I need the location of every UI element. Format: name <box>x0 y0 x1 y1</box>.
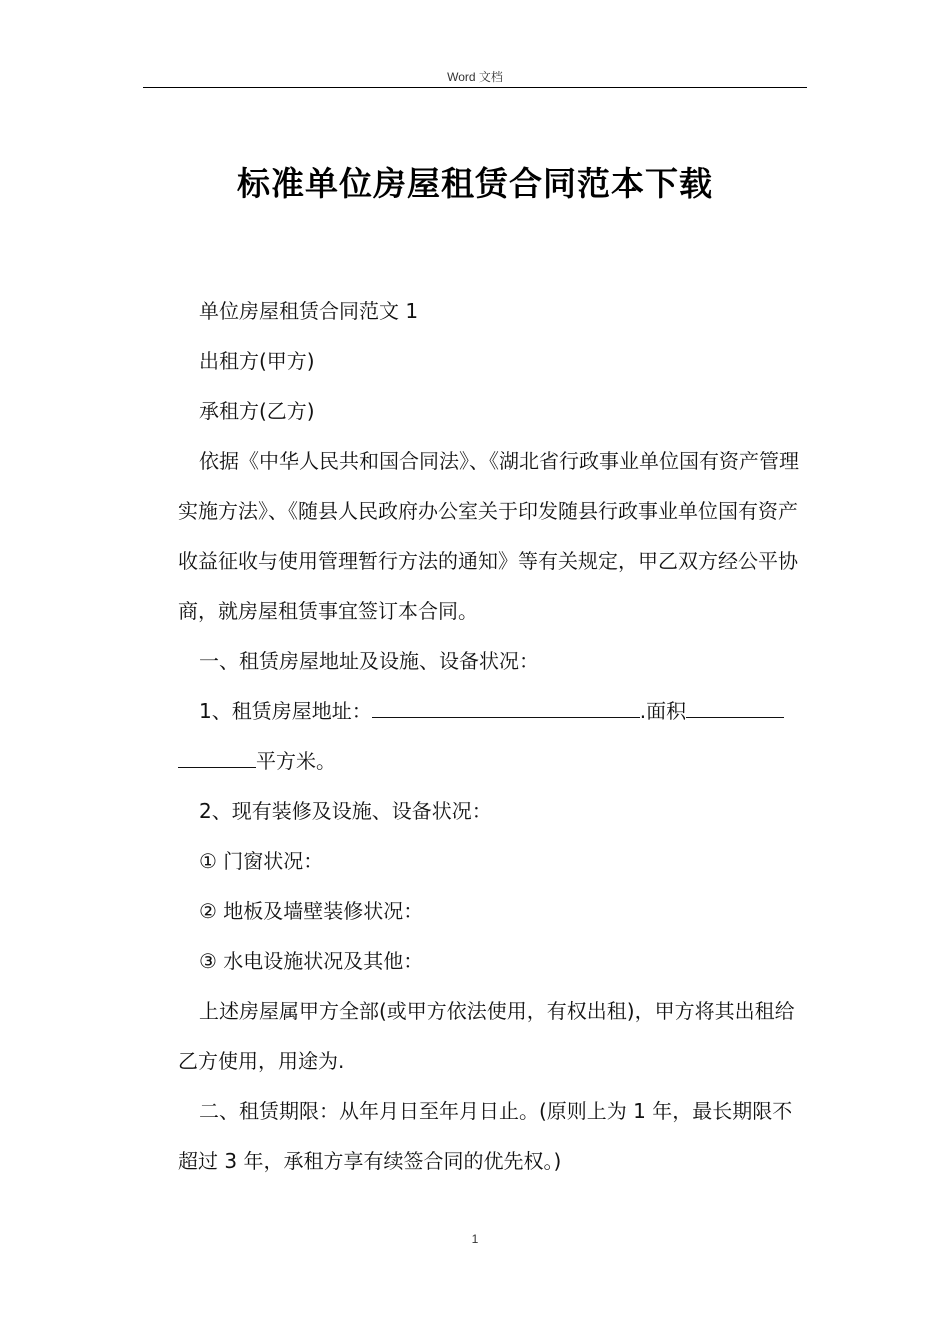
document-title: 标准单位房屋租赁合同范本下载 <box>237 164 713 203</box>
paragraph-ownership: 上述房屋属甲方全部(或甲方依法使用，有权出租)，甲方将其出租给乙方使用，用途为. <box>178 999 795 1073</box>
paragraph-doors-windows: ① 门窗状况： <box>199 849 324 873</box>
paragraph-section-1-heading: 一、租赁房屋地址及设施、设备状况： <box>199 649 539 673</box>
paragraph-legal-basis: 依据《中华人民共和国合同法》、《湖北省行政事业单位国有资产管理实施方法》、《随县人民政府办公室关于印发随县行政事业单位国有资产收益征收与使用管理暂行方法的通知》等有关规定，甲乙双方经公平协商，就房屋租赁事宜签订本合同。 <box>178 449 799 623</box>
area-blank-1 <box>686 697 784 718</box>
paragraph-current-fittings: 2、现有装修及设施、设备状况： <box>199 799 492 823</box>
page-number: 1 <box>471 1232 479 1246</box>
address-label: 1、租赁房屋地址： <box>199 699 372 723</box>
address-blank <box>372 697 640 718</box>
area-blank-2 <box>178 747 256 768</box>
paragraph-utilities: ③ 水电设施状况及其他： <box>199 949 424 973</box>
paragraph-lessor: 出租方(甲方) <box>199 349 315 373</box>
document-body <box>178 286 806 1186</box>
area-unit: 平方米。 <box>256 749 336 773</box>
paragraph-lessee: 承租方(乙方) <box>199 399 315 423</box>
header-divider <box>143 87 807 88</box>
area-label: .面积 <box>639 699 687 723</box>
header-label: Word 文档 <box>447 70 503 84</box>
paragraph-floor-walls: ② 地板及墙壁装修状况： <box>199 899 424 923</box>
paragraph-contract-label: 单位房屋租赁合同范文 1 <box>199 299 419 323</box>
paragraph-lease-term: 二、租赁期限：从年月日至年月日止。(原则上为 1 年，最长期限不超过 3 年，承租方享有续签合同的优先权。) <box>178 1099 793 1173</box>
paragraph-address-area <box>178 686 806 786</box>
